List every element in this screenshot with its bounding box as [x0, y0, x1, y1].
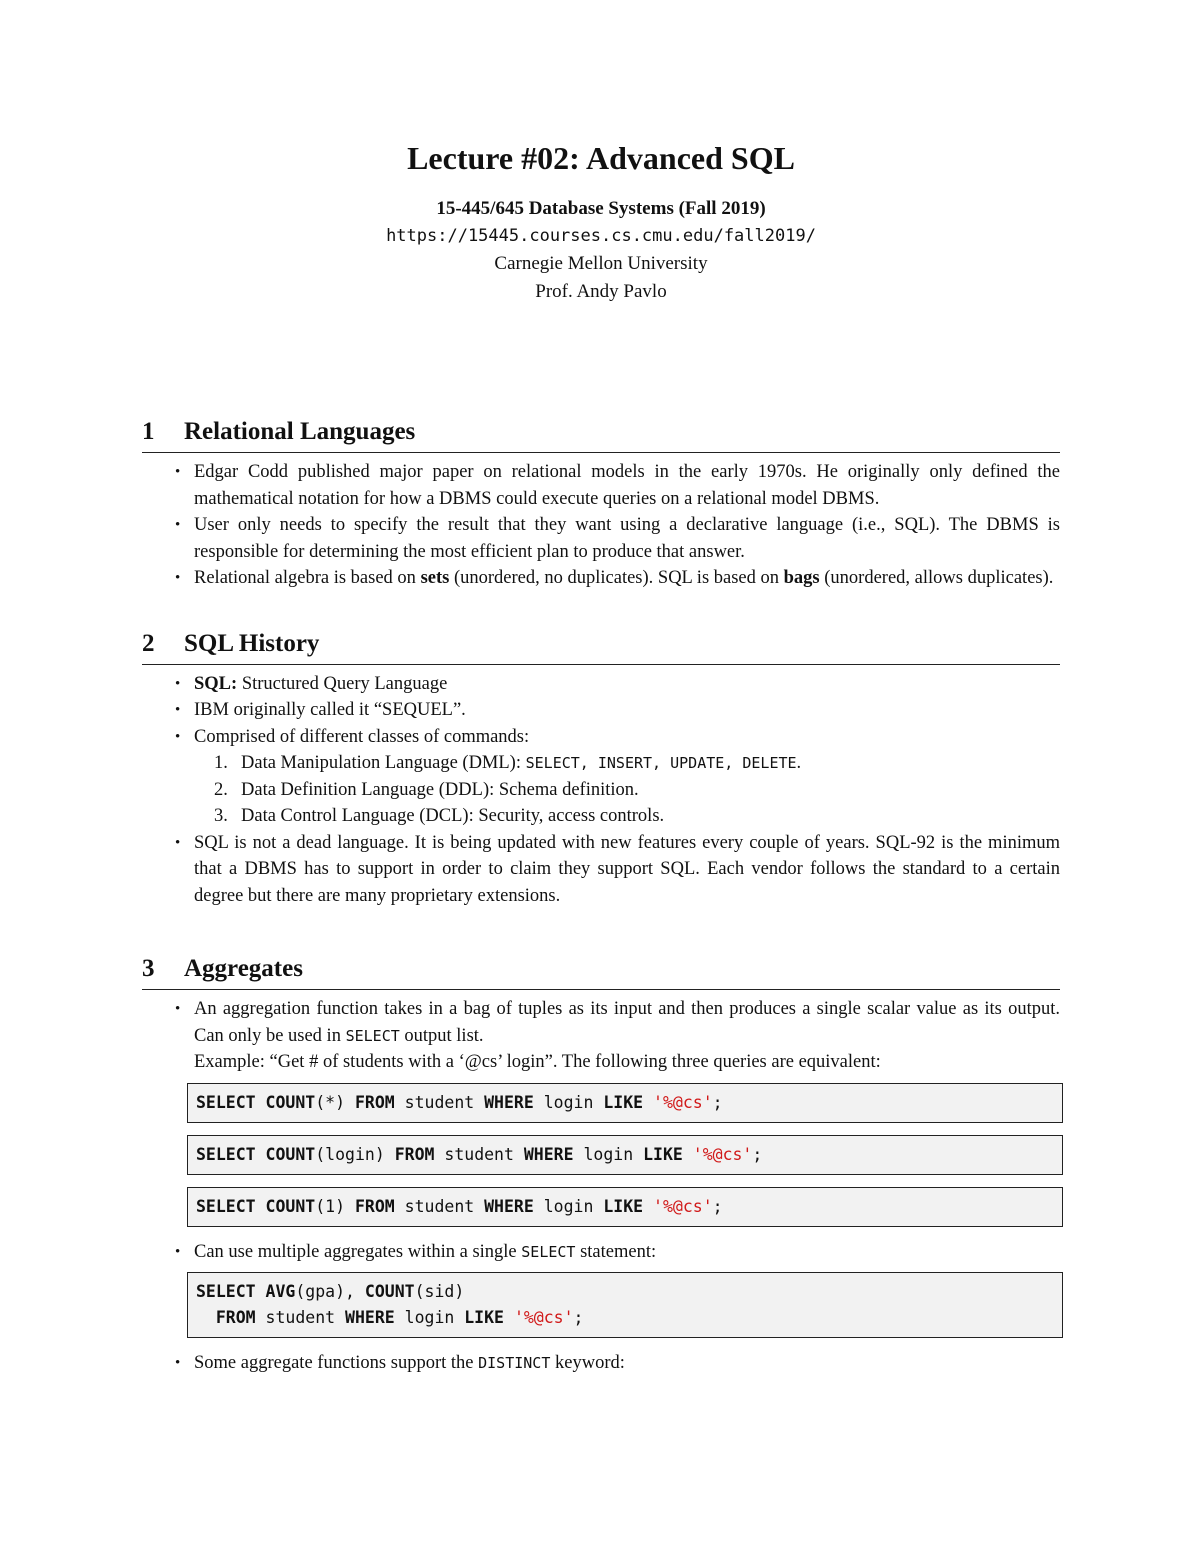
section-sql-history: [142, 628, 1060, 910]
section-title: Aggregates: [184, 955, 303, 982]
code-text: student: [394, 1092, 485, 1112]
bullet-list: [142, 1239, 1060, 1266]
keyword: SELECT: [196, 1282, 256, 1301]
code-text: (*): [315, 1092, 346, 1112]
document-page: [142, 0, 1060, 1377]
numbered-item: [194, 750, 1060, 777]
code-block: [187, 1187, 1063, 1227]
text: Relational algebra is based on: [194, 568, 421, 588]
numbered-item: [194, 803, 1060, 830]
string-literal: '%@cs': [653, 1196, 713, 1216]
term-sql: SQL:: [194, 673, 238, 694]
text: (unordered, allows duplicates).: [819, 568, 1054, 588]
keyword: COUNT: [265, 1196, 316, 1216]
string-literal: '%@cs': [692, 1144, 753, 1164]
document-title: Lecture #02: Advanced SQL: [407, 140, 795, 176]
section-heading: [142, 416, 1060, 453]
section-heading: [142, 953, 1060, 990]
text: (unordered, no duplicates). SQL is based on: [449, 568, 784, 588]
list-item: [142, 565, 1060, 592]
code-text: ;: [752, 1144, 763, 1164]
text: Some aggregate functions support the: [194, 1353, 479, 1373]
section-number: 2: [142, 629, 155, 657]
keyword: LIKE: [643, 1144, 683, 1164]
keyword: LIKE: [603, 1196, 644, 1216]
text: Comprised of different classes of commands:: [194, 726, 530, 747]
inline-code: DISTINCT: [478, 1354, 551, 1372]
text: Can use multiple aggregates within a single: [194, 1241, 522, 1262]
text: Data Control Language (DCL): Security, access controls.: [241, 806, 665, 826]
code-text: student: [434, 1144, 524, 1164]
term-bags: bags: [783, 568, 820, 588]
code-block: [187, 1083, 1063, 1123]
course-name: 15-445/645 Database Systems (Fall 2019): [436, 198, 766, 219]
code-block: [187, 1272, 1063, 1338]
title-block: [142, 138, 1060, 306]
keyword: FROM: [354, 1092, 395, 1112]
list-item: • Edgar Codd published major paper on relational models in the early 1970s. He originally only defined the mathematical notation for how a DBMS could execute queries on a relational model DBMS.: [142, 459, 1060, 512]
list-item: [142, 724, 1060, 830]
code-text: (gpa),: [295, 1282, 365, 1301]
code-text: ;: [573, 1308, 584, 1327]
code-text: login: [394, 1308, 465, 1327]
text: keyword:: [550, 1353, 625, 1373]
item-number: 3.: [214, 806, 228, 826]
text: Data Definition Language (DDL): Schema definition.: [241, 779, 639, 800]
code-text: student: [394, 1196, 485, 1216]
keyword: COUNT: [265, 1144, 316, 1164]
keyword: AVG: [265, 1282, 296, 1301]
keyword: LIKE: [603, 1092, 644, 1112]
inline-code: SELECT: [345, 1026, 400, 1045]
list-item: [142, 1350, 1060, 1377]
numbered-item: [194, 777, 1060, 804]
text: .: [796, 753, 802, 773]
list-item: • IBM originally called it “SEQUEL”.: [142, 697, 1060, 724]
inline-code: SELECT: [521, 1242, 576, 1261]
code-block: [187, 1135, 1063, 1175]
item-number: 1.: [214, 753, 228, 773]
keyword: FROM: [354, 1196, 395, 1216]
keyword: FROM: [394, 1144, 435, 1164]
text: output list.: [399, 1025, 484, 1046]
item-number: 2.: [214, 779, 228, 800]
keyword: COUNT: [364, 1282, 415, 1301]
keyword: WHERE: [484, 1092, 534, 1112]
university: Carnegie Mellon University: [494, 253, 708, 274]
string-literal: '%@cs': [513, 1308, 574, 1327]
section-aggregates: [142, 953, 1060, 1377]
code-text: (sid): [414, 1282, 465, 1301]
professor: Prof. Andy Pavlo: [535, 281, 667, 302]
list-item: • SQL is not a dead language. It is being updated with new features every couple of years. SQL-92 is the minimum that a DBMS has to support in order to claim they support SQL. Each vendor follows the standard to a certain degree but there are many proprietary extensions.: [142, 830, 1060, 910]
code-text: ;: [712, 1092, 723, 1112]
section-heading: [142, 628, 1060, 665]
inline-code: SELECT, INSERT, UPDATE, DELETE: [525, 754, 797, 772]
code-indent: [196, 1308, 216, 1327]
keyword: SELECT: [196, 1144, 256, 1164]
section-title: SQL History: [184, 629, 320, 657]
text: statement:: [575, 1241, 657, 1262]
text: Structured Query Language: [237, 673, 448, 694]
keyword: WHERE: [484, 1196, 534, 1216]
keyword: SELECT: [196, 1196, 256, 1216]
code-text: login: [533, 1092, 604, 1112]
text: An aggregation function takes in a bag of tuples as its input and then produces a single scalar value as its output. Can only be used in: [194, 999, 1060, 1046]
list-item: [142, 996, 1060, 1076]
list-item: • User only needs to specify the result that they want using a declarative language (i.e., SQL). The DBMS is responsible for determining the most efficient plan to produce that answer.: [142, 512, 1060, 565]
numbered-list: [194, 750, 1060, 830]
string-literal: '%@cs': [653, 1092, 713, 1112]
bullet-list: [142, 1350, 1060, 1377]
bullet-list: [142, 459, 1060, 592]
keyword: FROM: [215, 1308, 256, 1327]
code-text: (1): [315, 1196, 346, 1216]
keyword: COUNT: [265, 1092, 316, 1112]
example-text: Example: “Get # of students with a ‘@cs’ login”. The following three queries are equivalent:: [194, 1052, 881, 1072]
list-item: [142, 1239, 1060, 1266]
code-text: ;: [712, 1196, 723, 1216]
code-text: (login): [315, 1144, 385, 1164]
code-text: login: [533, 1196, 604, 1216]
section-relational-languages: [142, 416, 1060, 592]
keyword: WHERE: [345, 1308, 395, 1327]
section-number: 1: [142, 418, 155, 445]
keyword: LIKE: [464, 1308, 504, 1327]
section-number: 3: [142, 955, 155, 982]
keyword: SELECT: [196, 1092, 256, 1112]
list-item: [142, 671, 1060, 698]
bullet-list: [142, 996, 1060, 1076]
course-url[interactable]: https://15445.courses.cs.cmu.edu/fall2019/: [386, 226, 816, 246]
keyword: WHERE: [523, 1144, 574, 1164]
section-title: Relational Languages: [184, 418, 416, 445]
code-text: login: [573, 1144, 644, 1164]
term-sets: sets: [420, 568, 450, 588]
code-text: student: [255, 1308, 346, 1327]
text: Data Manipulation Language (DML):: [241, 753, 526, 773]
bullet-list: [142, 671, 1060, 910]
